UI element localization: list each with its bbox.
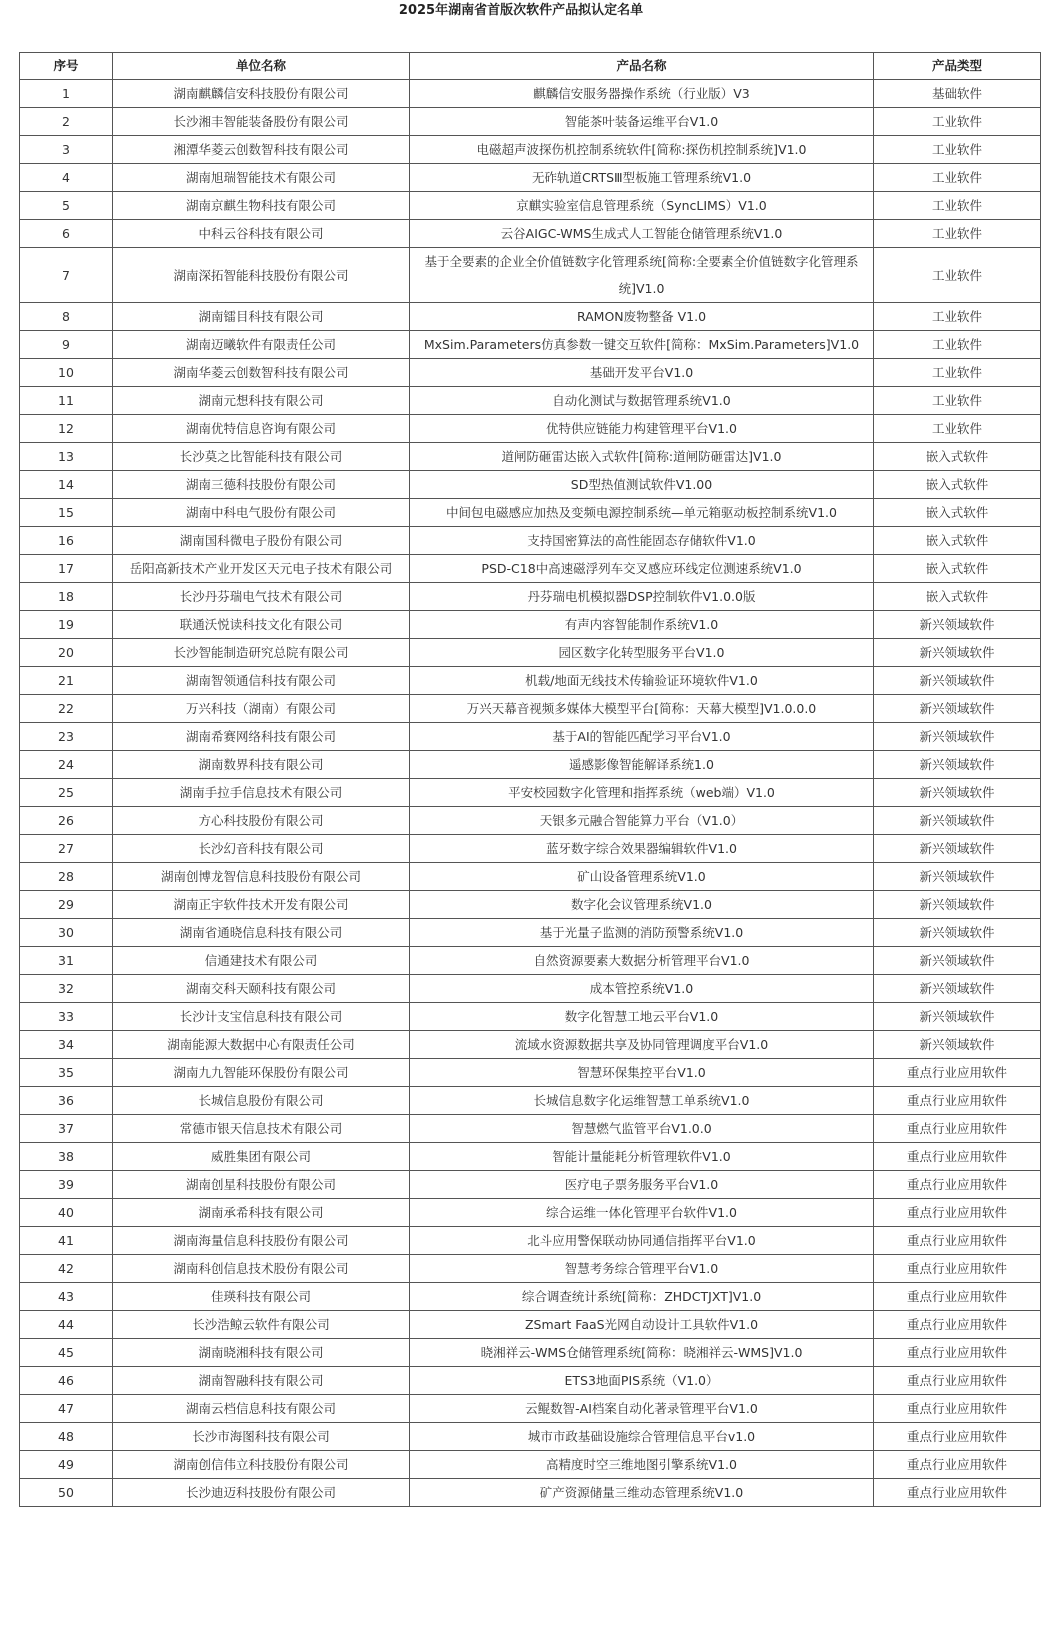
cell-product: 综合调查统计系统[简称：ZHDCTJXT]V1.0	[410, 1283, 874, 1311]
cell-index: 13	[20, 443, 113, 471]
cell-product-type: 嵌入式软件	[874, 499, 1041, 527]
cell-index: 50	[20, 1479, 113, 1507]
table-row	[20, 108, 1041, 136]
cell-index: 47	[20, 1395, 113, 1423]
table-body	[20, 80, 1041, 1507]
cell-index: 34	[20, 1031, 113, 1059]
cell-product-type: 嵌入式软件	[874, 555, 1041, 583]
table-row	[20, 303, 1041, 331]
cell-organization: 湖南希赛网络科技有限公司	[113, 723, 410, 751]
header-organization: 单位名称	[113, 53, 410, 80]
cell-index: 45	[20, 1339, 113, 1367]
table-row	[20, 248, 1041, 303]
cell-index: 20	[20, 639, 113, 667]
cell-index: 4	[20, 164, 113, 192]
table-row	[20, 1171, 1041, 1199]
cell-product: 智慧考务综合管理平台V1.0	[410, 1255, 874, 1283]
cell-product-type: 基础软件	[874, 80, 1041, 108]
cell-product-type: 新兴领域软件	[874, 779, 1041, 807]
cell-product-type: 重点行业应用软件	[874, 1171, 1041, 1199]
cell-product: 数字化会议管理系统V1.0	[410, 891, 874, 919]
cell-product-type: 新兴领域软件	[874, 919, 1041, 947]
cell-index: 3	[20, 136, 113, 164]
cell-product: RAMON废物整备 V1.0	[410, 303, 874, 331]
cell-organization: 湖南深拓智能科技股份有限公司	[113, 248, 410, 303]
cell-product-type: 新兴领域软件	[874, 947, 1041, 975]
cell-product: 智慧燃气监管平台V1.0.0	[410, 1115, 874, 1143]
cell-product-type: 新兴领域软件	[874, 835, 1041, 863]
table-row	[20, 751, 1041, 779]
cell-product-type: 工业软件	[874, 192, 1041, 220]
cell-index: 33	[20, 1003, 113, 1031]
cell-organization: 湖南正宇软件技术开发有限公司	[113, 891, 410, 919]
cell-index: 14	[20, 471, 113, 499]
cell-product: 万兴天幕音视频多媒体大模型平台[简称：天幕大模型]V1.0.0.0	[410, 695, 874, 723]
table-row	[20, 1283, 1041, 1311]
cell-product: 流域水资源数据共享及协同管理调度平台V1.0	[410, 1031, 874, 1059]
cell-product: 电磁超声波探伤机控制系统软件[简称:探伤机控制系统]V1.0	[410, 136, 874, 164]
cell-index: 2	[20, 108, 113, 136]
table-row	[20, 611, 1041, 639]
cell-organization: 联通沃悦读科技文化有限公司	[113, 611, 410, 639]
table-row	[20, 947, 1041, 975]
cell-product-type: 新兴领域软件	[874, 863, 1041, 891]
cell-index: 17	[20, 555, 113, 583]
cell-organization: 长沙丹芬瑞电气技术有限公司	[113, 583, 410, 611]
cell-product-type: 新兴领域软件	[874, 611, 1041, 639]
cell-product: ZSmart FaaS光网自动设计工具软件V1.0	[410, 1311, 874, 1339]
cell-product: 智能茶叶装备运维平台V1.0	[410, 108, 874, 136]
cell-product-type: 新兴领域软件	[874, 975, 1041, 1003]
cell-index: 6	[20, 220, 113, 248]
cell-product-type: 重点行业应用软件	[874, 1283, 1041, 1311]
cell-product: 基于光量子监测的消防预警系统V1.0	[410, 919, 874, 947]
table-row	[20, 471, 1041, 499]
cell-organization: 长沙计支宝信息科技有限公司	[113, 1003, 410, 1031]
table-row	[20, 1339, 1041, 1367]
cell-product: 天银多元融合智能算力平台（V1.0）	[410, 807, 874, 835]
cell-organization: 长沙莫之比智能科技有限公司	[113, 443, 410, 471]
table-row	[20, 919, 1041, 947]
cell-organization: 湖南海量信息科技股份有限公司	[113, 1227, 410, 1255]
cell-index: 16	[20, 527, 113, 555]
table-row	[20, 527, 1041, 555]
cell-product-type: 重点行业应用软件	[874, 1395, 1041, 1423]
header-product-type: 产品类型	[874, 53, 1041, 80]
cell-organization: 佳瑛科技有限公司	[113, 1283, 410, 1311]
table-header-row	[20, 53, 1041, 80]
cell-organization: 湖南晓湘科技有限公司	[113, 1339, 410, 1367]
cell-index: 42	[20, 1255, 113, 1283]
cell-product-type: 工业软件	[874, 303, 1041, 331]
cell-index: 22	[20, 695, 113, 723]
cell-product-type: 嵌入式软件	[874, 471, 1041, 499]
cell-product: 丹芬瑞电机模拟器DSP控制软件V1.0.0版	[410, 583, 874, 611]
cell-product: 成本管控系统V1.0	[410, 975, 874, 1003]
cell-index: 29	[20, 891, 113, 919]
cell-index: 40	[20, 1199, 113, 1227]
cell-product-type: 重点行业应用软件	[874, 1115, 1041, 1143]
cell-organization: 湖南中科电气股份有限公司	[113, 499, 410, 527]
cell-product-type: 重点行业应用软件	[874, 1143, 1041, 1171]
cell-organization: 长城信息股份有限公司	[113, 1087, 410, 1115]
cell-organization: 威胜集团有限公司	[113, 1143, 410, 1171]
cell-index: 44	[20, 1311, 113, 1339]
table-row	[20, 1031, 1041, 1059]
table-row	[20, 1451, 1041, 1479]
cell-product: 京麒实验室信息管理系统（SyncLIMS）V1.0	[410, 192, 874, 220]
page-title: 2025年湖南省首版次软件产品拟认定名单	[398, 3, 644, 18]
cell-organization: 湖南麒麟信安科技股份有限公司	[113, 80, 410, 108]
cell-product-type: 新兴领域软件	[874, 751, 1041, 779]
cell-organization: 湖南创博龙智信息科技股份有限公司	[113, 863, 410, 891]
cell-product: 长城信息数字化运维智慧工单系统V1.0	[410, 1087, 874, 1115]
cell-organization: 方心科技股份有限公司	[113, 807, 410, 835]
cell-organization: 湖南省通晓信息科技有限公司	[113, 919, 410, 947]
cell-product-type: 重点行业应用软件	[874, 1339, 1041, 1367]
cell-index: 26	[20, 807, 113, 835]
table-row	[20, 164, 1041, 192]
cell-product: 矿山设备管理系统V1.0	[410, 863, 874, 891]
cell-organization: 湖南优特信息咨询有限公司	[113, 415, 410, 443]
cell-product: 北斗应用警保联动协同通信指挥平台V1.0	[410, 1227, 874, 1255]
table-row	[20, 1003, 1041, 1031]
cell-product: 平安校园数字化管理和指挥系统（web端）V1.0	[410, 779, 874, 807]
cell-index: 46	[20, 1367, 113, 1395]
table-row	[20, 667, 1041, 695]
table-row	[20, 1115, 1041, 1143]
cell-index: 37	[20, 1115, 113, 1143]
cell-organization: 湖南镭目科技有限公司	[113, 303, 410, 331]
cell-organization: 湖南云档信息科技有限公司	[113, 1395, 410, 1423]
cell-product-type: 工业软件	[874, 415, 1041, 443]
cell-product: 道闸防砸雷达嵌入式软件[简称:道闸防砸雷达]V1.0	[410, 443, 874, 471]
cell-index: 15	[20, 499, 113, 527]
cell-organization: 中科云谷科技有限公司	[113, 220, 410, 248]
cell-product: 城市市政基础设施综合管理信息平台v1.0	[410, 1423, 874, 1451]
cell-product: 优特供应链能力构建管理平台V1.0	[410, 415, 874, 443]
cell-index: 11	[20, 387, 113, 415]
cell-organization: 湖南三德科技股份有限公司	[113, 471, 410, 499]
cell-product: 高精度时空三维地图引擎系统V1.0	[410, 1451, 874, 1479]
cell-index: 49	[20, 1451, 113, 1479]
cell-product: 园区数字化转型服务平台V1.0	[410, 639, 874, 667]
cell-index: 23	[20, 723, 113, 751]
table-row	[20, 1395, 1041, 1423]
cell-product: SD型热值测试软件V1.00	[410, 471, 874, 499]
table-row	[20, 555, 1041, 583]
header-index: 序号	[20, 53, 113, 80]
cell-product-type: 新兴领域软件	[874, 891, 1041, 919]
cell-product-type: 工业软件	[874, 108, 1041, 136]
cell-product-type: 工业软件	[874, 248, 1041, 303]
cell-product: 麒麟信安服务器操作系统（行业版）V3	[410, 80, 874, 108]
cell-product: MxSim.Parameters仿真参数一键交互软件[简称：MxSim.Parameters]V1.0	[410, 331, 874, 359]
cell-product: 智慧环保集控平台V1.0	[410, 1059, 874, 1087]
cell-product: PSD-C18中高速磁浮列车交叉感应环线定位测速系统V1.0	[410, 555, 874, 583]
table-row	[20, 136, 1041, 164]
cell-product-type: 重点行业应用软件	[874, 1367, 1041, 1395]
cell-index: 35	[20, 1059, 113, 1087]
cell-product: 综合运维一体化管理平台软件V1.0	[410, 1199, 874, 1227]
cell-index: 9	[20, 331, 113, 359]
cell-index: 5	[20, 192, 113, 220]
cell-product-type: 工业软件	[874, 220, 1041, 248]
table-row	[20, 1199, 1041, 1227]
cell-organization: 湖南能源大数据中心有限责任公司	[113, 1031, 410, 1059]
cell-product: 自动化测试与数据管理系统V1.0	[410, 387, 874, 415]
cell-organization: 湖南迈曦软件有限责任公司	[113, 331, 410, 359]
table-row	[20, 891, 1041, 919]
cell-product-type: 重点行业应用软件	[874, 1423, 1041, 1451]
cell-product-type: 新兴领域软件	[874, 639, 1041, 667]
cell-index: 31	[20, 947, 113, 975]
cell-product: 基于全要素的企业全价值链数字化管理系统[简称:全要素全价值链数字化管理系统]V1.0	[410, 248, 874, 303]
cell-index: 36	[20, 1087, 113, 1115]
table-row	[20, 220, 1041, 248]
cell-index: 10	[20, 359, 113, 387]
cell-index: 43	[20, 1283, 113, 1311]
cell-product: 智能计量能耗分析管理软件V1.0	[410, 1143, 874, 1171]
cell-organization: 湖南科创信息技术股份有限公司	[113, 1255, 410, 1283]
cell-product-type: 新兴领域软件	[874, 667, 1041, 695]
cell-organization: 湖南国科微电子股份有限公司	[113, 527, 410, 555]
table-row	[20, 499, 1041, 527]
cell-index: 48	[20, 1423, 113, 1451]
table-row	[20, 779, 1041, 807]
cell-product: 医疗电子票务服务平台V1.0	[410, 1171, 874, 1199]
cell-organization: 湖南旭瑞智能技术有限公司	[113, 164, 410, 192]
cell-product: ETS3地面PIS系统（V1.0）	[410, 1367, 874, 1395]
cell-organization: 湖南智融科技有限公司	[113, 1367, 410, 1395]
table-row	[20, 1255, 1041, 1283]
cell-product-type: 嵌入式软件	[874, 527, 1041, 555]
cell-index: 8	[20, 303, 113, 331]
cell-organization: 湖南数界科技有限公司	[113, 751, 410, 779]
header-product: 产品名称	[410, 53, 874, 80]
cell-product-type: 工业软件	[874, 164, 1041, 192]
cell-organization: 湘潭华菱云创数智科技有限公司	[113, 136, 410, 164]
cell-index: 12	[20, 415, 113, 443]
cell-product-type: 重点行业应用软件	[874, 1059, 1041, 1087]
cell-organization: 常德市银天信息技术有限公司	[113, 1115, 410, 1143]
table-row	[20, 80, 1041, 108]
cell-organization: 长沙迪迈科技股份有限公司	[113, 1479, 410, 1507]
cell-product: 基础开发平台V1.0	[410, 359, 874, 387]
cell-product-type: 重点行业应用软件	[874, 1255, 1041, 1283]
cell-product: 自然资源要素大数据分析管理平台V1.0	[410, 947, 874, 975]
cell-organization: 湖南创星科技股份有限公司	[113, 1171, 410, 1199]
cell-product-type: 重点行业应用软件	[874, 1199, 1041, 1227]
cell-index: 1	[20, 80, 113, 108]
table-row	[20, 1367, 1041, 1395]
cell-product: 云鲲数智-AI档案自动化著录管理平台V1.0	[410, 1395, 874, 1423]
cell-index: 38	[20, 1143, 113, 1171]
cell-product-type: 重点行业应用软件	[874, 1451, 1041, 1479]
cell-index: 30	[20, 919, 113, 947]
table-row	[20, 359, 1041, 387]
cell-product: 遥感影像智能解译系统1.0	[410, 751, 874, 779]
table-row	[20, 863, 1041, 891]
cell-product: 机载/地面无线技术传输验证环境软件V1.0	[410, 667, 874, 695]
cell-product-type: 工业软件	[874, 331, 1041, 359]
cell-product-type: 新兴领域软件	[874, 1003, 1041, 1031]
cell-index: 32	[20, 975, 113, 1003]
cell-organization: 湖南创信伟立科技股份有限公司	[113, 1451, 410, 1479]
cell-product-type: 重点行业应用软件	[874, 1227, 1041, 1255]
table-row	[20, 1423, 1041, 1451]
cell-organization: 湖南智领通信科技有限公司	[113, 667, 410, 695]
cell-index: 7	[20, 248, 113, 303]
table-row	[20, 1087, 1041, 1115]
cell-organization: 湖南元想科技有限公司	[113, 387, 410, 415]
table-row	[20, 1143, 1041, 1171]
table-row	[20, 975, 1041, 1003]
cell-product: 中间包电磁感应加热及变频电源控制系统—单元箱驱动板控制系统V1.0	[410, 499, 874, 527]
table-row	[20, 443, 1041, 471]
cell-product-type: 嵌入式软件	[874, 583, 1041, 611]
table-row	[20, 807, 1041, 835]
cell-product-type: 嵌入式软件	[874, 443, 1041, 471]
cell-organization: 岳阳高新技术产业开发区天元电子技术有限公司	[113, 555, 410, 583]
cell-product: 数字化智慧工地云平台V1.0	[410, 1003, 874, 1031]
cell-product: 矿产资源储量三维动态管理系统V1.0	[410, 1479, 874, 1507]
cell-organization: 湖南九九智能环保股份有限公司	[113, 1059, 410, 1087]
cell-product-type: 新兴领域软件	[874, 723, 1041, 751]
table-row	[20, 583, 1041, 611]
cell-product: 晓湘祥云-WMS仓储管理系统[简称：晓湘祥云-WMS]V1.0	[410, 1339, 874, 1367]
table-row	[20, 1059, 1041, 1087]
cell-organization: 长沙幻音科技有限公司	[113, 835, 410, 863]
cell-product-type: 重点行业应用软件	[874, 1479, 1041, 1507]
cell-index: 19	[20, 611, 113, 639]
cell-product: 云谷AIGC-WMS生成式人工智能仓储管理系统V1.0	[410, 220, 874, 248]
cell-product-type: 重点行业应用软件	[874, 1087, 1041, 1115]
cell-organization: 湖南交科天颐科技有限公司	[113, 975, 410, 1003]
cell-product-type: 工业软件	[874, 136, 1041, 164]
cell-index: 39	[20, 1171, 113, 1199]
cell-organization: 长沙湘丰智能装备股份有限公司	[113, 108, 410, 136]
table-row	[20, 695, 1041, 723]
product-list-table	[19, 52, 1041, 1507]
cell-index: 27	[20, 835, 113, 863]
table-row	[20, 415, 1041, 443]
cell-index: 18	[20, 583, 113, 611]
cell-index: 41	[20, 1227, 113, 1255]
table-row	[20, 192, 1041, 220]
cell-organization: 信通建技术有限公司	[113, 947, 410, 975]
cell-organization: 湖南承希科技有限公司	[113, 1199, 410, 1227]
cell-organization: 长沙浩鲸云软件有限公司	[113, 1311, 410, 1339]
table-row	[20, 1227, 1041, 1255]
cell-organization: 长沙智能制造研究总院有限公司	[113, 639, 410, 667]
table-row	[20, 723, 1041, 751]
cell-organization: 万兴科技（湖南）有限公司	[113, 695, 410, 723]
cell-product: 有声内容智能制作系统V1.0	[410, 611, 874, 639]
table-row	[20, 639, 1041, 667]
table-row	[20, 1479, 1041, 1507]
cell-organization: 湖南手拉手信息技术有限公司	[113, 779, 410, 807]
cell-index: 28	[20, 863, 113, 891]
cell-product-type: 工业软件	[874, 359, 1041, 387]
table-row	[20, 387, 1041, 415]
cell-product-type: 新兴领域软件	[874, 695, 1041, 723]
cell-organization: 湖南华菱云创数智科技有限公司	[113, 359, 410, 387]
cell-product-type: 新兴领域软件	[874, 1031, 1041, 1059]
cell-organization: 湖南京麒生物科技有限公司	[113, 192, 410, 220]
cell-product: 基于AI的智能匹配学习平台V1.0	[410, 723, 874, 751]
table-row	[20, 1311, 1041, 1339]
cell-index: 25	[20, 779, 113, 807]
cell-product-type: 工业软件	[874, 387, 1041, 415]
table-row	[20, 331, 1041, 359]
table-row	[20, 835, 1041, 863]
cell-product-type: 新兴领域软件	[874, 807, 1041, 835]
cell-index: 21	[20, 667, 113, 695]
cell-organization: 长沙市海图科技有限公司	[113, 1423, 410, 1451]
cell-product: 无砟轨道CRTSⅢ型板施工管理系统V1.0	[410, 164, 874, 192]
cell-index: 24	[20, 751, 113, 779]
cell-product: 支持国密算法的高性能固态存储软件V1.0	[410, 527, 874, 555]
cell-product: 蓝牙数字综合效果器编辑软件V1.0	[410, 835, 874, 863]
cell-product-type: 重点行业应用软件	[874, 1311, 1041, 1339]
